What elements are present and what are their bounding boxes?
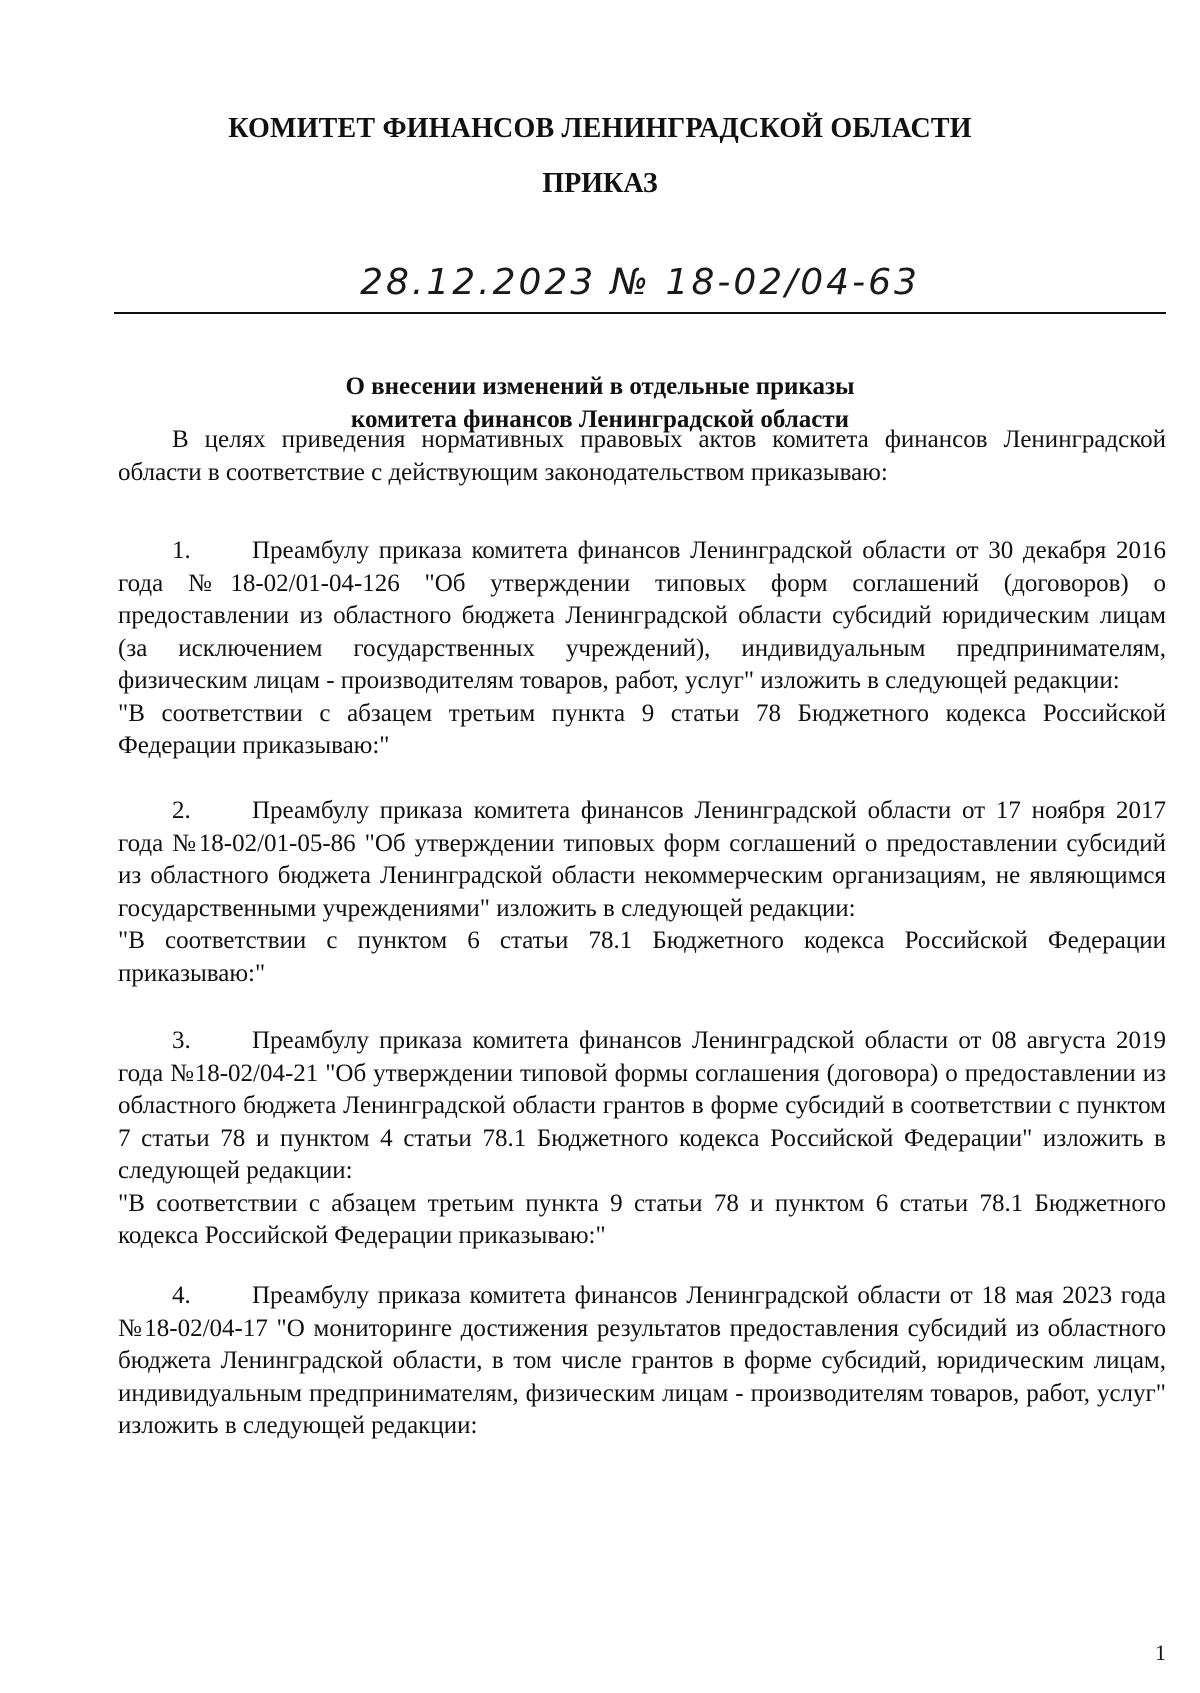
item-3: [118, 1025, 1166, 1253]
item-text: Преамбулу приказа комитета финансов Ленинградской области от 17 ноября 2017 года №18-02/01-05-86 "Об утверждении типовых форм соглашений о предоставлении субсидий из областного бюджета Ленинградской области некоммерческим организациям, не являющимся государственными учреждениями" изложить в следующей редакции:: [118, 797, 1166, 922]
intro-paragraph: В целях приведения нормативных правовых актов комитета финансов Ленинградской области в соответствие с действующим законодательством приказываю:: [118, 426, 1166, 486]
subject-line-2: комитета финансов Ленинградской области: [350, 406, 850, 433]
page-number: 1: [1155, 1640, 1166, 1665]
item-2: [118, 795, 1166, 990]
item-paragraph: [118, 1025, 1166, 1188]
item-quote: "В соответствии с пунктом 6 статьи 78.1 Бюджетного кодекса Российской Федерации приказываю:": [118, 927, 1166, 987]
item-number: 1.: [172, 537, 191, 564]
item-text: Преамбулу приказа комитета финансов Ленинградской области от 08 августа 2019 года №18-02/04-21 "Об утверждении типовой формы соглашения (договора) о предоставлении из областного бюджета Ленинградской области грантов в форме субсидий в соответствии с пунктом 7 статьи 78 и пунктом 4 статьи 78.1 Бюджетного кодекса Российской Федерации" изложить в следующей редакции:: [118, 1027, 1166, 1184]
item-paragraph: [118, 1280, 1166, 1443]
item-paragraph: [118, 535, 1166, 698]
item-4: [118, 1280, 1166, 1443]
item-text: Преамбулу приказа комитета финансов Ленинградской области от 18 мая 2023 года №18-02/04-17 "О мониторинге достижения результатов предоставления субсидий из областного бюджета Ленинградской области, в том числе грантов в форме субсидий, юридическим лицам, индивидуальным предпринимателям, физическим лицам - производителям товаров, работ, услуг" изложить в следующей редакции:: [118, 1282, 1166, 1439]
item-number: 2.: [172, 797, 191, 824]
item-number: 4.: [172, 1282, 191, 1309]
organization-title: КОМИТЕТ ФИНАНСОВ ЛЕНИНГРАДСКОЙ ОБЛАСТИ: [228, 113, 972, 144]
item-text: Преамбулу приказа комитета финансов Ленинградской области от 30 декабря 2016 года №18-02/01-04-126 "Об утверждении типовых форм соглашений (договоров) о предоставлении из областного бюджета Ленинградской области субсидий юридическим лицам (за исключением государственных учреждений), индивидуальным предпринимателям, физическим лицам - производителям товаров, работ, услуг" изложить в следующей редакции:: [118, 537, 1166, 694]
date-number-line: [114, 312, 1166, 314]
document-type: ПРИКАЗ: [542, 168, 658, 199]
item-number: 3.: [172, 1027, 191, 1054]
item-quote: "В соответствии с абзацем третьим пункта 9 статьи 78 Бюджетного кодекса Российской Федерации приказываю:": [118, 699, 1166, 759]
item-paragraph: [118, 795, 1166, 925]
subject-line-1: О внесении изменений в отдельные приказы: [345, 373, 855, 400]
item-quote: "В соответствии с абзацем третьим пункта 9 статьи 78 и пунктом 6 статьи 78.1 Бюджетного кодекса Российской Федерации приказываю:": [118, 1189, 1166, 1249]
handwritten-date-number: 28.12.2023 № 18-02/04-63: [360, 262, 920, 303]
intro-block: [118, 424, 1166, 489]
item-1: [118, 535, 1166, 763]
